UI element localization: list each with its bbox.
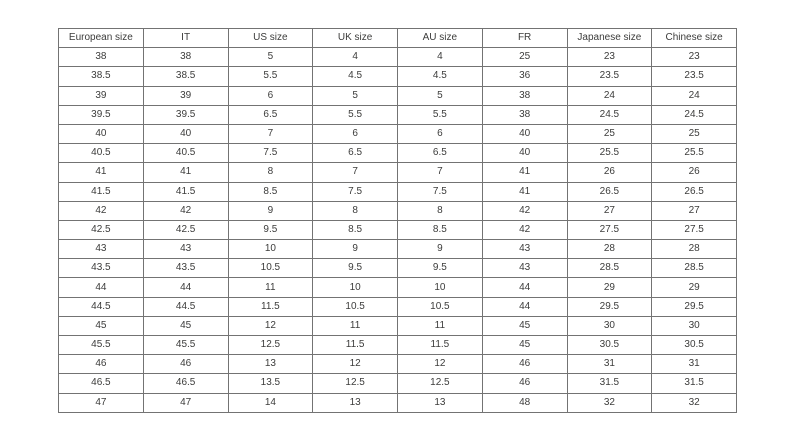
column-header: AU size <box>398 29 483 48</box>
table-cell: 43 <box>482 240 567 259</box>
table-cell: 6.5 <box>228 105 313 124</box>
table-cell: 4.5 <box>398 67 483 86</box>
table-row <box>59 316 737 335</box>
table-cell: 11.5 <box>313 336 398 355</box>
table-cell: 10.5 <box>398 297 483 316</box>
table-cell: 41 <box>482 163 567 182</box>
table-cell: 27.5 <box>652 220 737 239</box>
table-cell: 48 <box>482 393 567 412</box>
table-cell: 41.5 <box>59 182 144 201</box>
table-cell: 10.5 <box>313 297 398 316</box>
table-row <box>59 393 737 412</box>
table-cell: 7 <box>313 163 398 182</box>
table-cell: 29 <box>652 278 737 297</box>
table-cell: 27 <box>652 201 737 220</box>
table-cell: 6 <box>398 124 483 143</box>
table-cell: 9 <box>228 201 313 220</box>
column-header: Chinese size <box>652 29 737 48</box>
table-cell: 24.5 <box>567 105 652 124</box>
table-row <box>59 48 737 67</box>
table-cell: 10 <box>228 240 313 259</box>
table-cell: 5 <box>228 48 313 67</box>
table-cell: 47 <box>59 393 144 412</box>
table-cell: 8 <box>313 201 398 220</box>
table-cell: 39.5 <box>143 105 228 124</box>
table-cell: 25.5 <box>567 144 652 163</box>
table-cell: 46 <box>482 355 567 374</box>
table-cell: 30 <box>567 316 652 335</box>
table-cell: 11 <box>313 316 398 335</box>
table-cell: 42.5 <box>143 220 228 239</box>
table-cell: 42.5 <box>59 220 144 239</box>
table-cell: 31.5 <box>652 374 737 393</box>
table-cell: 26 <box>567 163 652 182</box>
table-cell: 38 <box>143 48 228 67</box>
table-cell: 9.5 <box>398 259 483 278</box>
table-cell: 23.5 <box>567 67 652 86</box>
table-cell: 9.5 <box>228 220 313 239</box>
table-cell: 42 <box>59 201 144 220</box>
table-cell: 44 <box>143 278 228 297</box>
table-header <box>59 29 737 48</box>
table-cell: 26 <box>652 163 737 182</box>
table-cell: 45 <box>482 316 567 335</box>
table-cell: 28 <box>567 240 652 259</box>
table-cell: 5.5 <box>228 67 313 86</box>
table-row <box>59 201 737 220</box>
table-cell: 44 <box>482 278 567 297</box>
table-row <box>59 297 737 316</box>
table-row <box>59 355 737 374</box>
table-cell: 7.5 <box>398 182 483 201</box>
table-cell: 38 <box>482 105 567 124</box>
table-cell: 41 <box>143 163 228 182</box>
table-cell: 28.5 <box>567 259 652 278</box>
column-header: IT <box>143 29 228 48</box>
table-cell: 12 <box>228 316 313 335</box>
table-cell: 45.5 <box>59 336 144 355</box>
table-cell: 8 <box>398 201 483 220</box>
table-cell: 8.5 <box>228 182 313 201</box>
table-cell: 40 <box>482 144 567 163</box>
table-cell: 44 <box>59 278 144 297</box>
table-cell: 8.5 <box>398 220 483 239</box>
table-header-row <box>59 29 737 48</box>
table-cell: 14 <box>228 393 313 412</box>
table-cell: 7 <box>398 163 483 182</box>
table-cell: 28 <box>652 240 737 259</box>
table-cell: 46 <box>482 374 567 393</box>
table-cell: 38 <box>59 48 144 67</box>
table-row <box>59 124 737 143</box>
table-cell: 4 <box>313 48 398 67</box>
table-cell: 6 <box>313 124 398 143</box>
table-cell: 38.5 <box>59 67 144 86</box>
table-cell: 29.5 <box>567 297 652 316</box>
table-cell: 30.5 <box>652 336 737 355</box>
table-cell: 12.5 <box>313 374 398 393</box>
table-cell: 24 <box>567 86 652 105</box>
table-cell: 47 <box>143 393 228 412</box>
table-cell: 43 <box>482 259 567 278</box>
table-cell: 13 <box>313 393 398 412</box>
table-cell: 46 <box>143 355 228 374</box>
table-cell: 39 <box>143 86 228 105</box>
table-cell: 45 <box>143 316 228 335</box>
table-cell: 9.5 <box>313 259 398 278</box>
column-header: European size <box>59 29 144 48</box>
table-cell: 5 <box>398 86 483 105</box>
table-cell: 44.5 <box>59 297 144 316</box>
table-row <box>59 374 737 393</box>
table-cell: 40.5 <box>143 144 228 163</box>
table-cell: 39.5 <box>59 105 144 124</box>
table-cell: 46.5 <box>143 374 228 393</box>
table-row <box>59 278 737 297</box>
table-row <box>59 67 737 86</box>
size-conversion-table <box>58 28 737 413</box>
table-cell: 40 <box>482 124 567 143</box>
table-cell: 23.5 <box>652 67 737 86</box>
table-cell: 6.5 <box>398 144 483 163</box>
table-cell: 26.5 <box>567 182 652 201</box>
table-cell: 27 <box>567 201 652 220</box>
table-cell: 43.5 <box>59 259 144 278</box>
table-cell: 36 <box>482 67 567 86</box>
table-cell: 4 <box>398 48 483 67</box>
table-cell: 30 <box>652 316 737 335</box>
table-cell: 40.5 <box>59 144 144 163</box>
table-cell: 32 <box>567 393 652 412</box>
table-cell: 44.5 <box>143 297 228 316</box>
table-cell: 11 <box>398 316 483 335</box>
table-cell: 4.5 <box>313 67 398 86</box>
table-cell: 12 <box>398 355 483 374</box>
table-cell: 40 <box>59 124 144 143</box>
table-cell: 30.5 <box>567 336 652 355</box>
table-cell: 43 <box>143 240 228 259</box>
table-cell: 10 <box>398 278 483 297</box>
table-cell: 9 <box>398 240 483 259</box>
table-cell: 8.5 <box>313 220 398 239</box>
table-cell: 39 <box>59 86 144 105</box>
table-cell: 31 <box>567 355 652 374</box>
table-cell: 45 <box>482 336 567 355</box>
table-cell: 43.5 <box>143 259 228 278</box>
size-conversion-table-container <box>58 28 737 413</box>
table-cell: 11.5 <box>398 336 483 355</box>
table-row <box>59 240 737 259</box>
table-cell: 11.5 <box>228 297 313 316</box>
table-cell: 6 <box>228 86 313 105</box>
table-row <box>59 336 737 355</box>
table-cell: 25 <box>482 48 567 67</box>
table-cell: 25.5 <box>652 144 737 163</box>
table-cell: 29.5 <box>652 297 737 316</box>
table-cell: 9 <box>313 240 398 259</box>
table-cell: 31 <box>652 355 737 374</box>
table-cell: 13 <box>228 355 313 374</box>
column-header: FR <box>482 29 567 48</box>
table-row <box>59 105 737 124</box>
table-cell: 40 <box>143 124 228 143</box>
table-cell: 31.5 <box>567 374 652 393</box>
table-cell: 25 <box>567 124 652 143</box>
table-cell: 13 <box>398 393 483 412</box>
table-cell: 42 <box>482 220 567 239</box>
table-cell: 13.5 <box>228 374 313 393</box>
table-cell: 6.5 <box>313 144 398 163</box>
table-cell: 45.5 <box>143 336 228 355</box>
table-cell: 25 <box>652 124 737 143</box>
table-cell: 43 <box>59 240 144 259</box>
table-body <box>59 48 737 413</box>
table-cell: 38.5 <box>143 67 228 86</box>
table-cell: 27.5 <box>567 220 652 239</box>
table-cell: 5.5 <box>398 105 483 124</box>
column-header: UK size <box>313 29 398 48</box>
column-header: US size <box>228 29 313 48</box>
table-cell: 7 <box>228 124 313 143</box>
table-cell: 7.5 <box>313 182 398 201</box>
table-cell: 41 <box>59 163 144 182</box>
table-cell: 23 <box>567 48 652 67</box>
table-row <box>59 182 737 201</box>
table-cell: 44 <box>482 297 567 316</box>
table-cell: 12.5 <box>228 336 313 355</box>
table-cell: 7.5 <box>228 144 313 163</box>
table-cell: 5.5 <box>313 105 398 124</box>
table-row <box>59 163 737 182</box>
table-cell: 41.5 <box>143 182 228 201</box>
table-row <box>59 144 737 163</box>
table-cell: 24.5 <box>652 105 737 124</box>
table-cell: 46 <box>59 355 144 374</box>
table-cell: 23 <box>652 48 737 67</box>
table-cell: 5 <box>313 86 398 105</box>
table-cell: 32 <box>652 393 737 412</box>
table-cell: 29 <box>567 278 652 297</box>
table-row <box>59 259 737 278</box>
table-cell: 8 <box>228 163 313 182</box>
table-cell: 12 <box>313 355 398 374</box>
table-cell: 26.5 <box>652 182 737 201</box>
table-cell: 46.5 <box>59 374 144 393</box>
table-cell: 38 <box>482 86 567 105</box>
table-cell: 24 <box>652 86 737 105</box>
table-cell: 10 <box>313 278 398 297</box>
table-cell: 45 <box>59 316 144 335</box>
table-row <box>59 86 737 105</box>
table-row <box>59 220 737 239</box>
table-cell: 42 <box>482 201 567 220</box>
table-cell: 12.5 <box>398 374 483 393</box>
table-cell: 41 <box>482 182 567 201</box>
table-cell: 11 <box>228 278 313 297</box>
table-cell: 10.5 <box>228 259 313 278</box>
table-cell: 28.5 <box>652 259 737 278</box>
column-header: Japanese size <box>567 29 652 48</box>
table-cell: 42 <box>143 201 228 220</box>
